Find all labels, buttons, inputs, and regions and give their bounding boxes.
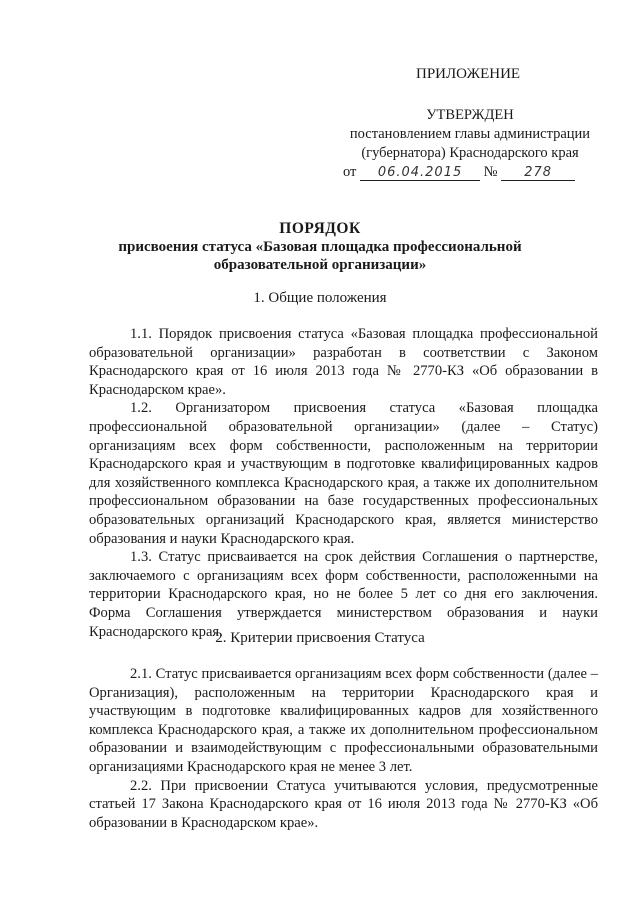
approval-block xyxy=(325,106,615,182)
section-2-body xyxy=(89,665,598,832)
paragraph-2-1: 2.1. Статус присваивается организациям всех форм собственности (далее – Организация), расположенным на территории Краснодарского края и участвующим в подготовке квалифицированных кадров для хозяйственного комплекса Краснодарского края, а также их дополнительном профессиональном образовании и взаимодействующим с профессиональными образовательными организациями Краснодарского края не менее 3 лет. xyxy=(89,666,598,775)
title-sub-1: присвоения статуса «Базовая площадка профессиональной xyxy=(118,239,522,255)
title-sub-2: образовательной организации» xyxy=(213,257,427,273)
document-title xyxy=(0,220,640,274)
date-prefix: от xyxy=(343,164,357,180)
date-line xyxy=(325,163,615,182)
section-2-heading: 2. Критерии присвоения Статуса xyxy=(215,630,425,646)
paragraph-1-3: 1.3. Статус присваивается на срок действия Соглашения о партнерстве, заключаемого с организациям всех форм собственности, расположенными на территории Краснодарского края, но не более 5 лет со дня его заключения. Форма Соглашения утверждается министерством образования и науки Краснодарского края. xyxy=(89,549,598,640)
section-1-body xyxy=(89,325,598,641)
title-main: ПОРЯДОК xyxy=(279,220,361,237)
paragraph-1-1: 1.1. Порядок присвоения статуса «Базовая площадка профессиональной образовательной организации» разработан в соответствии с Законом Краснодарского края от 16 июля 2013 года № 2770-КЗ «Об образовании в Краснодарском крае». xyxy=(89,326,598,398)
number-value: 278 xyxy=(524,165,553,180)
section-1-heading: 1. Общие положения xyxy=(253,290,387,306)
date-value: 06.04.2015 xyxy=(377,165,463,180)
paragraph-2-2: 2.2. При присвоении Статуса учитываются условия, предусмотренные статьей 17 Закона Краснодарского края от 16 июля 2013 года № 2770-КЗ «Об образовании в Краснодарском крае». xyxy=(89,777,598,831)
date-field xyxy=(360,165,480,181)
approval-line-1: постановлением главы администрации xyxy=(349,126,591,142)
paragraph-1-2: 1.2. Организатором присвоения статуса «Базовая площадка профессиональной образовательной организации» (далее – Статус) организациям всех форм собственности, расположенным на территории Краснодарского края и участвующим в подготовке квалифицированных кадров для хозяйственного комплекса Краснодарского края, а также их дополнительном профессиональном образовании на базе государственных профессиональных образовательных организаций Краснодарского края, является министерство образования и науки Краснодарского края. xyxy=(89,400,598,547)
number-prefix: № xyxy=(483,164,498,180)
approved-label: УТВЕРЖДЕН xyxy=(426,107,514,123)
number-field xyxy=(501,165,575,181)
approval-line-2: (губернатора) Краснодарского края xyxy=(361,145,579,161)
appendix-label: ПРИЛОЖЕНИЕ xyxy=(416,66,521,82)
